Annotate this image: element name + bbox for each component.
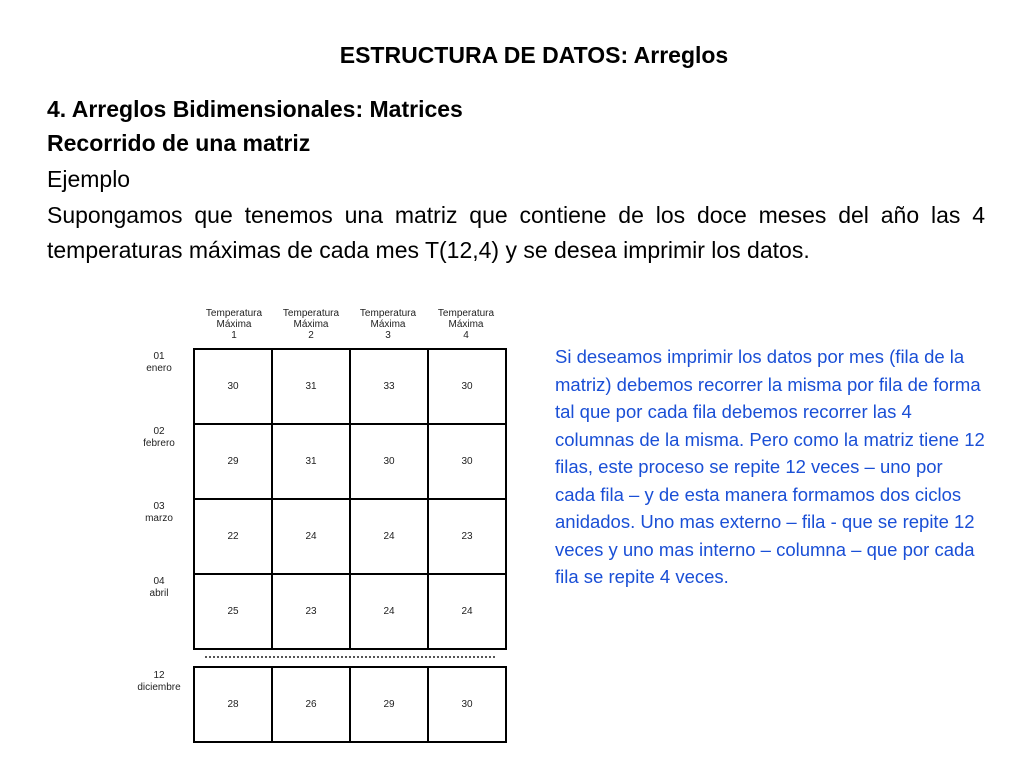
matrix-cell: 30 bbox=[428, 667, 506, 742]
row-label-abril: 04 abril bbox=[149, 576, 169, 599]
table-row bbox=[194, 574, 506, 649]
matrix-cell: 33 bbox=[350, 349, 428, 424]
column-header-4: Temperatura Máxima 4 bbox=[437, 308, 495, 341]
matrix-cell: 23 bbox=[272, 574, 350, 649]
matrix-cell: 30 bbox=[428, 424, 506, 499]
column-header-1: Temperatura Máxima 1 bbox=[205, 308, 263, 341]
table-row bbox=[194, 424, 506, 499]
matrix-cell: 23 bbox=[428, 499, 506, 574]
section-heading: 4. Arreglos Bidimensionales: Matrices bbox=[47, 96, 463, 122]
row-label-febrero: 02 febrero bbox=[143, 426, 175, 449]
column-header-2: Temperatura Máxima 2 bbox=[282, 308, 340, 341]
matrix-cell: 29 bbox=[194, 424, 272, 499]
matrix-cell: 28 bbox=[194, 667, 272, 742]
subsection-heading: Recorrido de una matriz bbox=[47, 130, 311, 156]
matrix-cell: 29 bbox=[350, 667, 428, 742]
matrix-cell: 25 bbox=[194, 574, 272, 649]
row-label-diciembre: 12 diciembre bbox=[137, 670, 181, 693]
matrix-cell: 24 bbox=[350, 499, 428, 574]
row-label-marzo: 03 marzo bbox=[145, 501, 173, 524]
matrix-cell: 24 bbox=[272, 499, 350, 574]
matrix-cell: 30 bbox=[350, 424, 428, 499]
table-row bbox=[194, 349, 506, 424]
column-header-3: Temperatura Máxima 3 bbox=[359, 308, 417, 341]
matrix-cell: 24 bbox=[428, 574, 506, 649]
slide-title: ESTRUCTURA DE DATOS: Arreglos bbox=[339, 42, 729, 68]
ellipsis-divider bbox=[205, 656, 495, 662]
matrix-cell: 30 bbox=[428, 349, 506, 424]
temperature-matrix-last-row bbox=[193, 666, 507, 743]
matrix-cell: 31 bbox=[272, 424, 350, 499]
example-label: Ejemplo bbox=[47, 166, 131, 192]
explanation-note: Si deseamos imprimir los datos por mes (fila de la matriz) debemos recorrer la misma por fila de forma tal que por cada fila debemos recorrer las 4 columnas de la misma. Pero como la matriz tiene 12 filas, este proceso se repite 12 veces – uno por cada fila – y de esta manera formamos dos ciclos anidados. Uno mas externo – fila - que se repite 12 veces y uno mas interno – columna – que por cada fila se repite 4 veces. bbox=[555, 346, 985, 587]
matrix-cell: 31 bbox=[272, 349, 350, 424]
matrix-cell: 22 bbox=[194, 499, 272, 574]
row-label-enero: 01 enero bbox=[146, 351, 172, 374]
table-row bbox=[194, 499, 506, 574]
matrix-cell: 30 bbox=[194, 349, 272, 424]
temperature-matrix bbox=[193, 348, 507, 650]
matrix-cell: 24 bbox=[350, 574, 428, 649]
example-paragraph: Supongamos que tenemos una matriz que contiene de los doce meses del año las 4 temperaturas máximas de cada mes T(12,4) y se desea imprimir los datos. bbox=[47, 202, 985, 263]
table-row bbox=[194, 667, 506, 742]
matrix-cell: 26 bbox=[272, 667, 350, 742]
